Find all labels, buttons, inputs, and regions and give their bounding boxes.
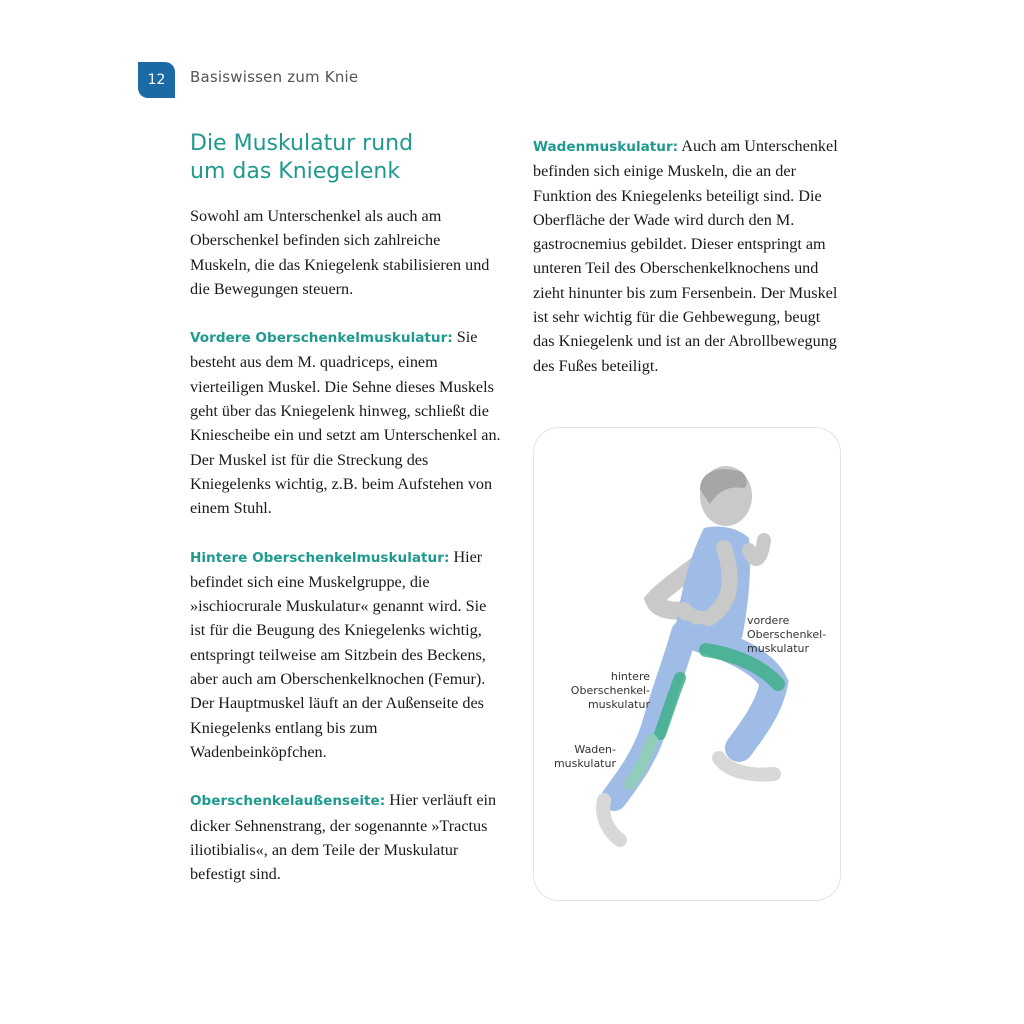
page-number: 12: [147, 72, 166, 88]
title-line-1: Die Muskulatur rund: [190, 131, 414, 156]
section-text: Sie besteht aus dem M. quadriceps, einem vierteiligen Muskel. Die Sehne dieses Muskels geht über das Kniegelenk hinweg, schließt die Kniescheibe ein und setzt am Unterschenkel an. Der Muskel ist für die Streckung des Kniegelenks wichtig, z.B. beim Aufstehen von einem Stuhl.: [190, 328, 501, 518]
section-heading: Vordere Oberschenkelmuskulatur:: [190, 330, 453, 347]
label-line: muskulatur: [553, 757, 616, 770]
intro-paragraph: Sowohl am Unterschenkel als auch am Oberschenkel befinden sich zahlreiche Muskeln, die das Kniegelenk stabilisieren und die Bewegungen steuern.: [190, 207, 490, 298]
label-line: muskulatur: [747, 642, 810, 655]
label-line: Oberschenkel-: [570, 684, 650, 697]
section-front-thigh: [190, 325, 502, 520]
section-text: Auch am Unterschenkel befinden sich einige Muskeln, die an der Funktion des Kniegelenks beteiligt sind. Die Oberfläche der Wade wird durch den M. gastrocnemius gebildet. Dieser entspringt am unteren Teil des Oberschenkelknochens und zieht hinunter bis zum Fersenbein. Der Muskel ist sehr wichtig für die Gehbewegung, beugt das Kniegelenk und ist an der Abrollbewegung des Fußes beteiligt.: [533, 137, 838, 375]
label-line: hintere: [610, 670, 650, 683]
section-calf: [533, 134, 845, 378]
runner-figure: [533, 427, 841, 901]
running-head: Basiswissen zum Knie: [190, 68, 359, 86]
label-line: vordere: [747, 614, 790, 627]
raised-fist: [749, 540, 764, 559]
section-outer-thigh: [190, 788, 502, 886]
label-line: muskulatur: [587, 698, 650, 711]
section-text: Hier verläuft ein dicker Sehnenstrang, der sogenannte »Tractus iliotibialis«, an dem Teile der Muskulatur befestigt sind.: [190, 791, 497, 884]
section-heading: Wadenmuskulatur:: [533, 139, 679, 155]
left-column: [190, 130, 502, 886]
label-back-thigh: [554, 670, 650, 712]
section-back-thigh: [190, 545, 502, 765]
section-text: Hier befindet sich eine Muskelgruppe, die »ischiocrurale Muskulatur« genannt wird. Sie ist für die Beugung des Kniegelenks wichtig, entspringt teilweise am Sitzbein des Beckens, aber auch am Oberschenkelknochen (Femur). Der Hauptmuskel läuft an der Außenseite des Kniegelenks entlang bis zum Wadenbeinköpfchen.: [190, 547, 487, 761]
section-heading: Hintere Oberschenkelmuskulatur:: [190, 549, 450, 566]
runner-illustration: [534, 428, 840, 900]
label-line: Oberschenkel-: [747, 628, 827, 641]
right-column: [533, 134, 845, 378]
page-number-badge: [138, 62, 175, 98]
article-title: [190, 130, 502, 186]
label-calf: [544, 743, 616, 771]
label-line: Waden-: [574, 743, 616, 756]
rear-leg: [614, 633, 684, 798]
section-heading: Oberschenkelaußenseite:: [190, 793, 386, 810]
title-line-2: um das Kniegelenk: [190, 159, 401, 184]
label-front-thigh: [747, 614, 826, 656]
front-foot: [719, 758, 774, 775]
